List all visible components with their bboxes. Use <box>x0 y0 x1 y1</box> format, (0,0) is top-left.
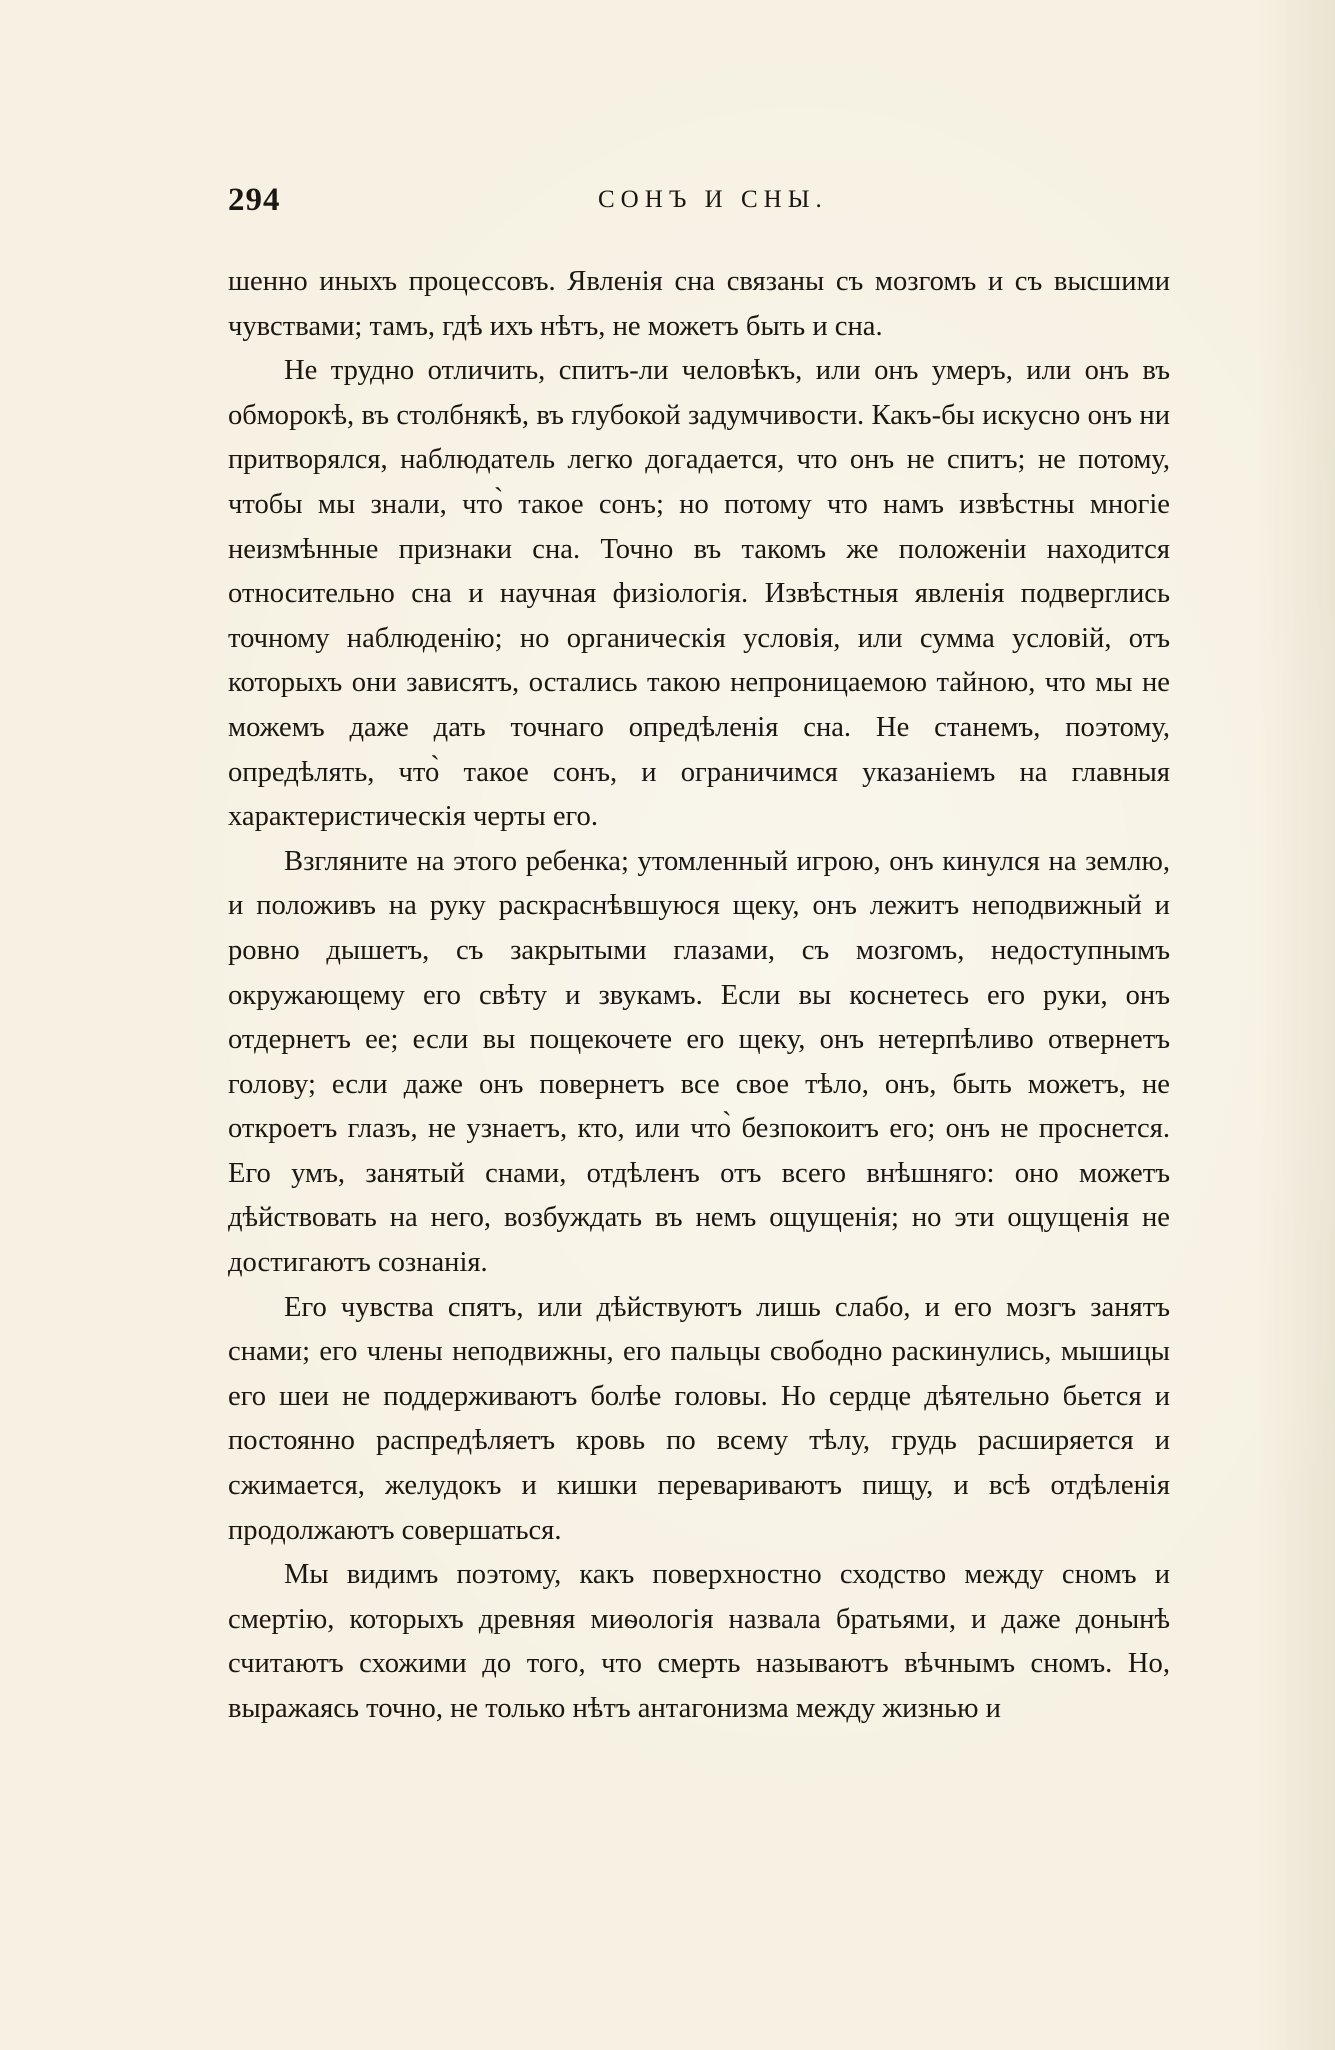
paragraph: Не трудно отличить, спитъ-ли человѣкъ, или онъ умеръ, или онъ въ обморокѣ, въ столбнякѣ, въ глубокой задумчивости. Какъ-бы искусно онъ ни притворялся, наблюдатель легко догадается, что онъ не спитъ; не потому, чтобы мы знали, что̀ такое сонъ; но потому что намъ извѣстны многіе неизмѣнные признаки сна. Точно въ такомъ же положеніи находится относительно сна и научная физіологія. Извѣстныя явленія подверглись точному наблюденію; но органическія условія, или сумма условій, отъ которыхъ они зависятъ, остались такою непроницаемою тайною, что мы не можемъ даже дать точнаго опредѣленія сна. Не станемъ, поэтому, опредѣлять, что̀ такое сонъ, и ограничимся указаніемъ на главныя характеристическія черты его. <box>228 355 1170 833</box>
paragraph: Мы видимъ поэтому, какъ поверхностно сходство между сномъ и смертію, которыхъ древняя миѳологія назвала братьями, и даже донынѣ считаютъ схожими до того, что смерть называютъ вѣчнымъ сномъ. Но, выражаясь точно, не только нѣтъ антагонизма между жизнью и <box>228 1559 1170 1724</box>
running-title: СОНЪ И СНЫ. <box>598 186 828 213</box>
paragraph: Его чувства спятъ, или дѣйствуютъ лишь слабо, и его мозгъ занятъ снами; его члены неподвижны, его пальцы свободно раскинулись, мышицы его шеи не поддерживаютъ болѣе головы. Но сердце дѣятельно бьется и постоянно распредѣляетъ кровь по всему тѣлу, грудь расширяется и сжимается, желудокъ и кишки перевариваютъ пищу, и всѣ отдѣленія продолжаютъ совершаться. <box>228 1291 1170 1546</box>
paragraph: Взгляните на этого ребенка; утомленный игрою, онъ кинулся на землю, и положивъ на руку раскраснѣвшуюся щеку, онъ лежитъ неподвижный и ровно дышетъ, съ закрытыми глазами, съ мозгомъ, недоступнымъ окружающему его свѣту и звукамъ. Если вы коснетесь его руки, онъ отдернетъ ее; если вы пощекочете его щеку, онъ нетерпѣливо отвернетъ голову; если даже онъ повернетъ все свое тѣло, онъ, быть можетъ, не откроетъ глазъ, не узнаетъ, кто, или что̀ безпокоитъ его; онъ не проснется. Его умъ, занятый снами, отдѣленъ отъ всего внѣшняго: оно можетъ дѣйствовать на него, возбуждать въ немъ ощущенія; но эти ощущенія не достигаютъ сознанія. <box>228 845 1170 1279</box>
page-number: 294 <box>228 182 281 218</box>
body-text <box>228 260 1170 1732</box>
page-header <box>228 182 1170 222</box>
paragraph-continuation: шенно иныхъ процессовъ. Явленія сна связаны съ мозгомъ и съ высшими чувствами; тамъ, гдѣ ихъ нѣтъ, не можетъ быть и сна. <box>228 266 1170 342</box>
